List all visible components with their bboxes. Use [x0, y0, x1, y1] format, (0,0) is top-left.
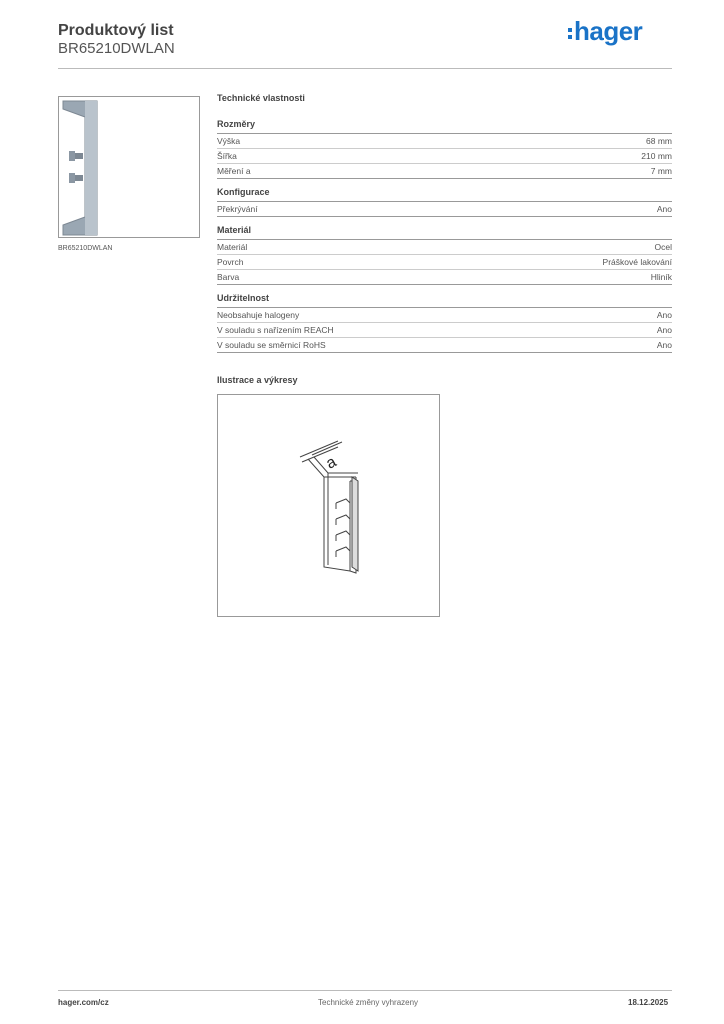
- footer-date: 18.12.2025: [628, 998, 669, 1007]
- spec-section-title: Udržitelnost: [217, 293, 672, 308]
- spec-sections: [217, 119, 672, 353]
- dimension-drawing: [218, 395, 439, 616]
- spec-value: Ano: [656, 325, 672, 335]
- spec-value: Ocel: [654, 242, 672, 252]
- spec-value: 68 mm: [646, 136, 672, 146]
- spec-section: [217, 293, 672, 353]
- spec-section: [217, 119, 672, 179]
- spec-label: V souladu s nařízením REACH: [217, 325, 334, 335]
- spec-label: Měření a: [217, 166, 251, 176]
- spec-section: [217, 225, 672, 285]
- spec-value: Práškové lakování: [602, 257, 672, 267]
- logo-dots-icon: [568, 28, 572, 39]
- product-thumbnail: [58, 96, 200, 238]
- spec-value: Ano: [656, 340, 672, 350]
- spec-row: [217, 308, 672, 323]
- spec-section: [217, 187, 672, 217]
- spec-row: [217, 149, 672, 164]
- spec-row: [217, 202, 672, 217]
- spec-row: [217, 323, 672, 338]
- specs-heading: Technické vlastnosti: [217, 93, 305, 103]
- logo-text: hager: [574, 16, 643, 46]
- spec-section-title: Rozměry: [217, 119, 672, 134]
- spec-row: [217, 338, 672, 353]
- spec-value: Hliník: [650, 272, 672, 282]
- spec-value: Ano: [656, 310, 672, 320]
- spec-section-title: Konfigurace: [217, 187, 672, 202]
- hager-logo: [568, 16, 642, 47]
- page-title: Produktový list: [58, 22, 174, 39]
- spec-value: 210 mm: [641, 151, 672, 161]
- spec-row: [217, 240, 672, 255]
- footer-notice: Technické změny vyhrazeny: [318, 998, 419, 1007]
- spec-label: Výška: [217, 136, 241, 146]
- spec-row: [217, 164, 672, 179]
- specs-column: [217, 93, 672, 361]
- spec-row: [217, 255, 672, 270]
- illustration-drawing: [217, 394, 440, 617]
- spec-label: Překrývání: [217, 204, 258, 214]
- product-code: BR65210DWLAN: [58, 40, 175, 57]
- spec-label: Barva: [217, 272, 240, 282]
- spec-row: [217, 134, 672, 149]
- spec-value: 7 mm: [650, 166, 672, 176]
- spec-label: Materiál: [217, 242, 248, 252]
- frame-product-image: [59, 97, 199, 237]
- thumbnail-caption: BR65210DWLAN: [58, 245, 113, 252]
- footer-website-link[interactable]: hager.com/cz: [58, 998, 109, 1007]
- spec-label: Šířka: [217, 151, 237, 161]
- header-divider: [58, 68, 672, 69]
- spec-row: [217, 270, 672, 285]
- illustration-heading: Ilustrace a výkresy: [217, 375, 298, 385]
- dimension-label: a: [323, 453, 340, 473]
- spec-label: Neobsahuje halogeny: [217, 310, 300, 320]
- footer-divider: [58, 990, 672, 991]
- spec-value: Ano: [656, 204, 672, 214]
- spec-label: V souladu se směrnicí RoHS: [217, 340, 326, 350]
- spec-section-title: Materiál: [217, 225, 672, 240]
- spec-label: Povrch: [217, 257, 244, 267]
